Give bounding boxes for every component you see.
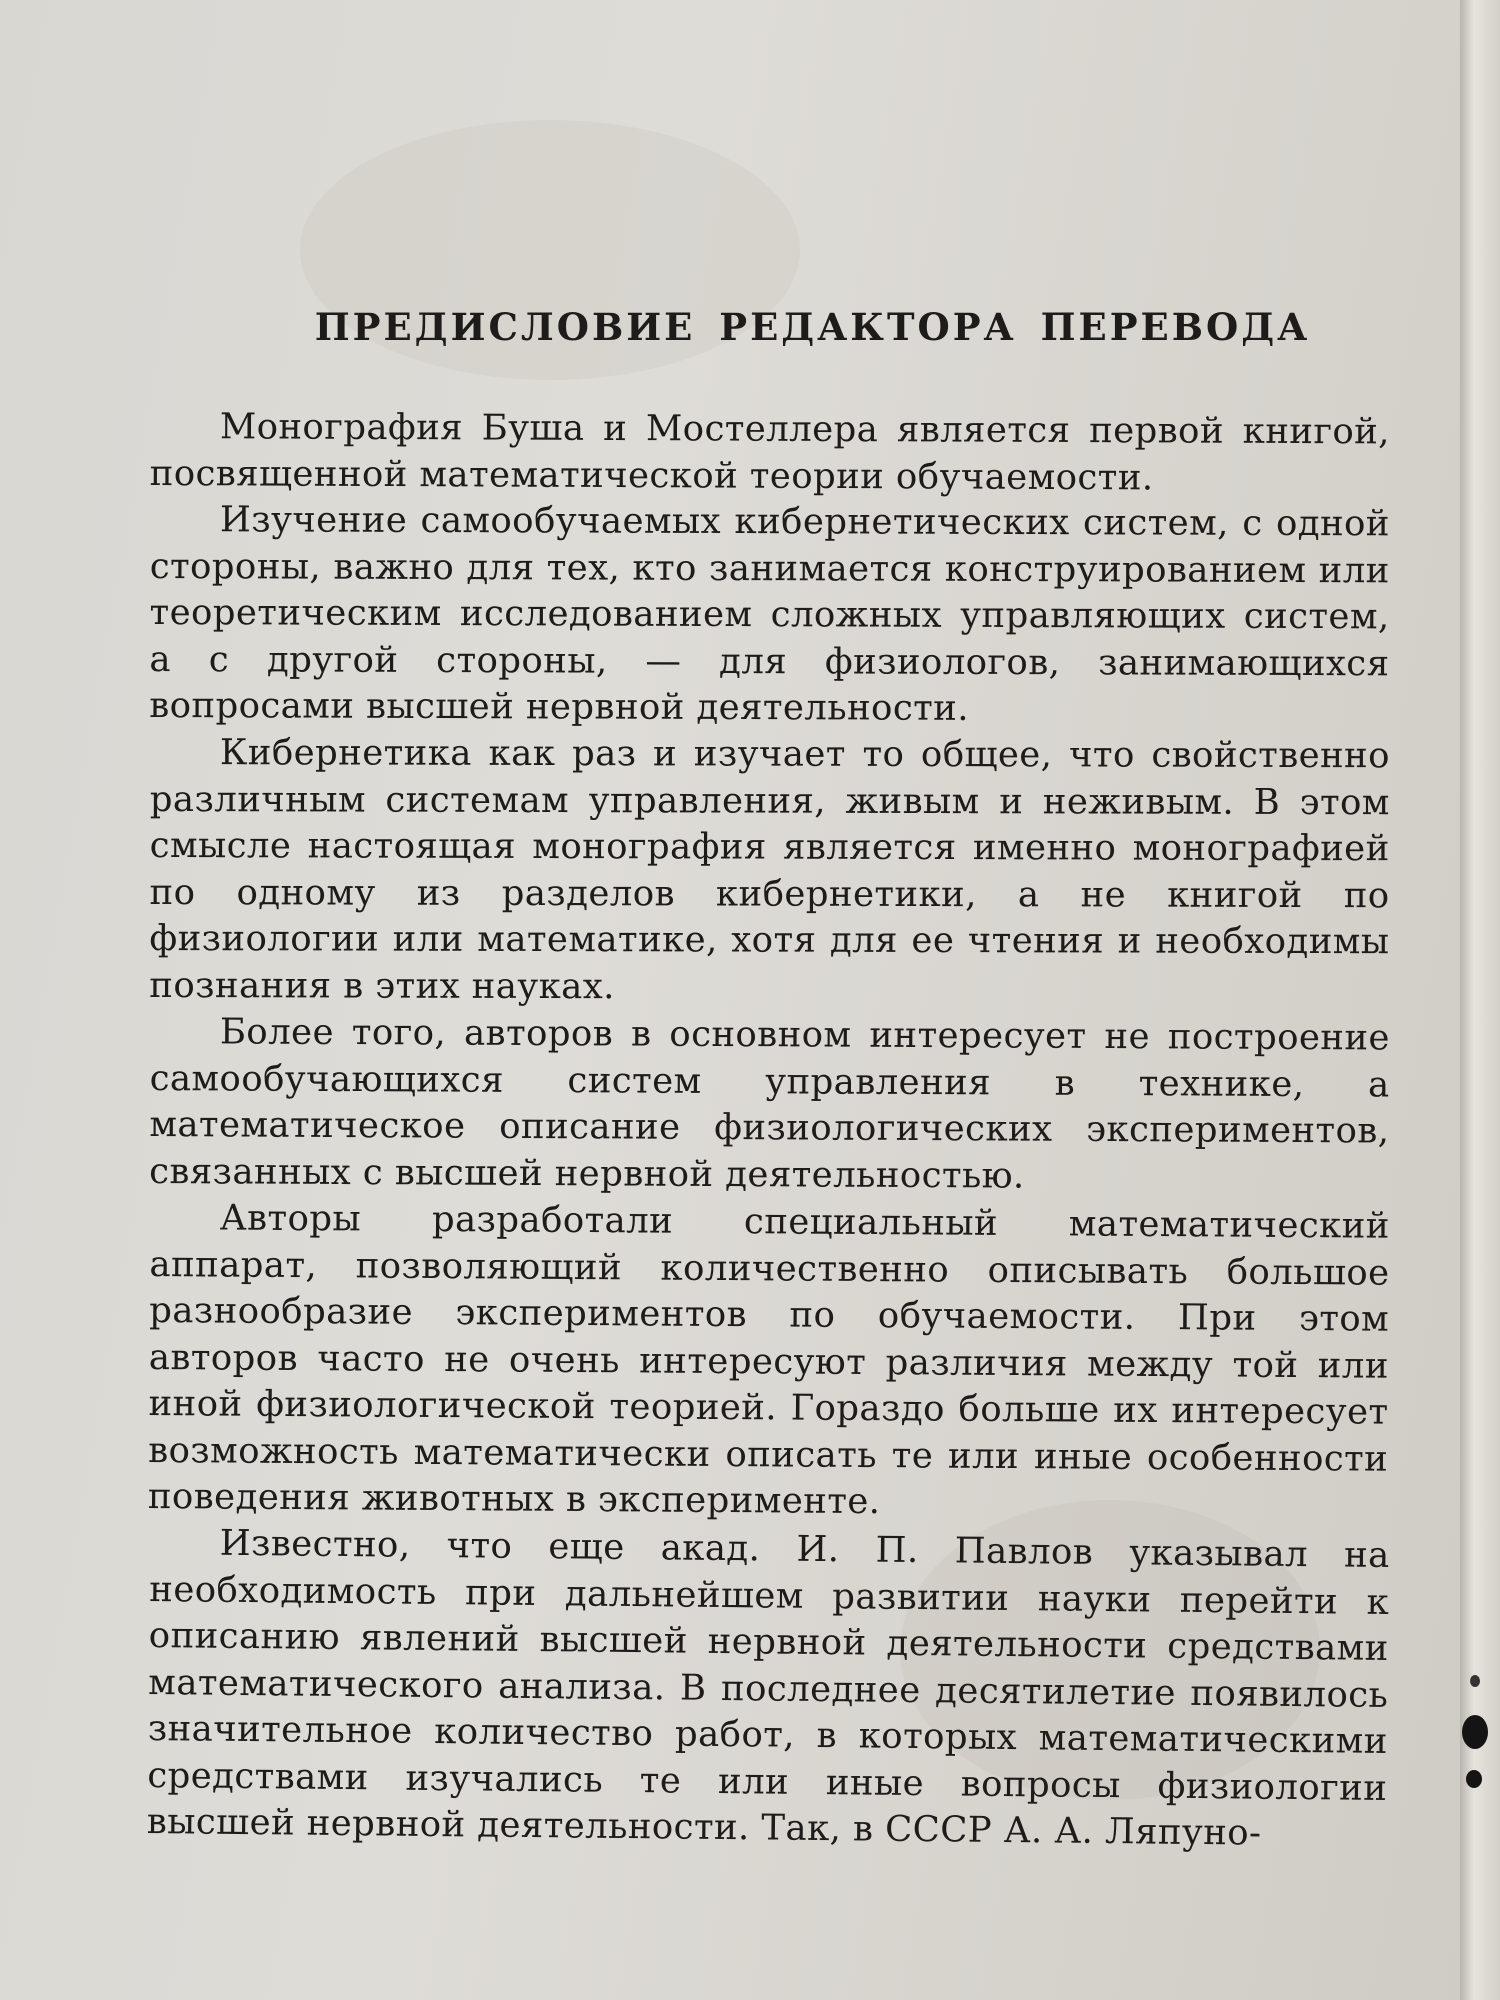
paragraph: Монография Буша и Мостеллера является первой книгой, посвященной математической теории обучаемости. xyxy=(149,406,1390,498)
page-content xyxy=(146,305,1390,1854)
page-title: ПРЕДИСЛОВИЕ РЕДАКТОРА ПЕРЕВОДА xyxy=(314,305,1311,349)
page-edge xyxy=(1460,0,1500,2000)
paragraph: Более того, авторов в основном интересует не построение самообучающихся систем управления в технике, а математическое описание физиологических экспериментов, связанных с высшей нервной деятельностью. xyxy=(149,1010,1390,1196)
binding-hole xyxy=(1466,1770,1482,1788)
paragraph: Изучение самообучаемых кибернетических систем, с одной стороны, важно для тех, кто занимается конструированием или теоретическим исследованием сложных управляющих систем, а с другой стороны, — для физиологов, занимающихся вопросами высшей нервной деятельности. xyxy=(149,499,1390,729)
paragraph: Известно, что еще акад. И. П. Павлов указывал на необходимость при дальнейшем развитии науки перейти к описанию явлений высшей нервной деятельности средствами математического анализа. В последнее десятилетие появилось значительное количество работ, в которых математическими средствами изучались те или иные вопросы физиологии высшей нервной деятельности. Так, в СССР А. А. Ляпуно- xyxy=(146,1522,1390,1854)
paragraph: Авторы разработали специальный математический аппарат, позволяющий количественно описывать большое разнообразие экспериментов по обучаемости. При этом авторов часто не очень интересуют различия между той или иной физиологической теорией. Гораздо больше их интересует возможность математически описать те или иные особенности поведения животных в эксперименте. xyxy=(147,1196,1390,1522)
binding-hole xyxy=(1462,1715,1488,1749)
paragraph: Кибернетика как раз и изучает то общее, что свойственно различным системам управления, живым и неживым. В этом смысле настоящая монография является именно монографией по одному из разделов кибернетики, а не книгой по физиологии или математике, хотя для ее чтения и необходимы познания в этих науках. xyxy=(149,731,1390,1007)
binding-hole xyxy=(1470,1675,1480,1687)
